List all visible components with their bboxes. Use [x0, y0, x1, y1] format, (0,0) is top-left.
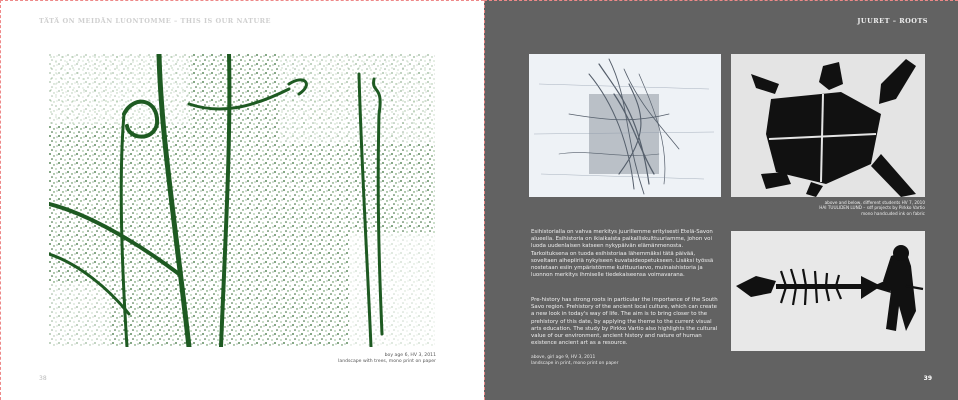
abstract-ink-print-photo [529, 54, 721, 197]
right-page-header: JUURET – ROOTS [857, 17, 928, 25]
body-text-english: Pre-history has strong roots in particular the importance of the South Savo region. Prehistory of the ancient local culture, which can create a new look in today's way of life. The aim is to bring closer to the prehistory of this date, by applying the theme to the current visual arts education. The study by Pirkko Vartio also highlights the cultural value of our environment, ancient history and nature of human existence ancient art as a resource. [531, 297, 718, 347]
caption-line: mono handcuded ink on fabric [861, 210, 925, 216]
caption-line: landscape in print, mono print on paper [531, 360, 619, 366]
caption-line: landscape with trees, mono print on paper [338, 359, 436, 364]
fish-skeleton-cutout-print-photo [731, 231, 925, 351]
caption-line: HAI TUULIDEN LUND – sdf projects by Pirkko Vartio [819, 205, 925, 211]
page-number-right: 39 [923, 375, 932, 382]
left-page-header: TÄTÄ ON MEIDÄN LUONTOMME – THIS IS OUR NATURE [39, 17, 271, 25]
caption-line: above, girl age 9, HV 3, 2011 [531, 355, 596, 360]
right-photo-caption [731, 200, 925, 216]
body-text-finnish: Esihistorialla on vahva merkitys juurillemme erityisesti Etelä-Savon alueella. Esihistoria on ikiaikaista paikalliskulttuuriamme, johon voi luoda uudenlaisen katseen nykypäivän elämänmenosta. Tarkoituksena on tuoda esihistoriaa lähemmäksi tätä päivää, soveltaen aihepiiriä nykyiseen kuvataideopetukseen. Lisäksi työssä nostetaan esiin ympäristömme kulttuuriarvo, muinaishistoria ja luonnon merkitys ihmiselle tiedekaiseensa voimavarana. [531, 229, 714, 279]
left-photo-caption [338, 353, 436, 365]
bottom-caption [531, 355, 618, 366]
turtle-cutout-print-photo [731, 54, 925, 197]
caption-line: above and below, different students HV 7, 2010 [824, 200, 925, 205]
landscape-trees-monoprint [49, 54, 435, 347]
right-page [484, 0, 958, 400]
page-number-left: 38 [39, 375, 47, 382]
caption-line: boy age 6, HV 3, 2011 [384, 353, 436, 358]
